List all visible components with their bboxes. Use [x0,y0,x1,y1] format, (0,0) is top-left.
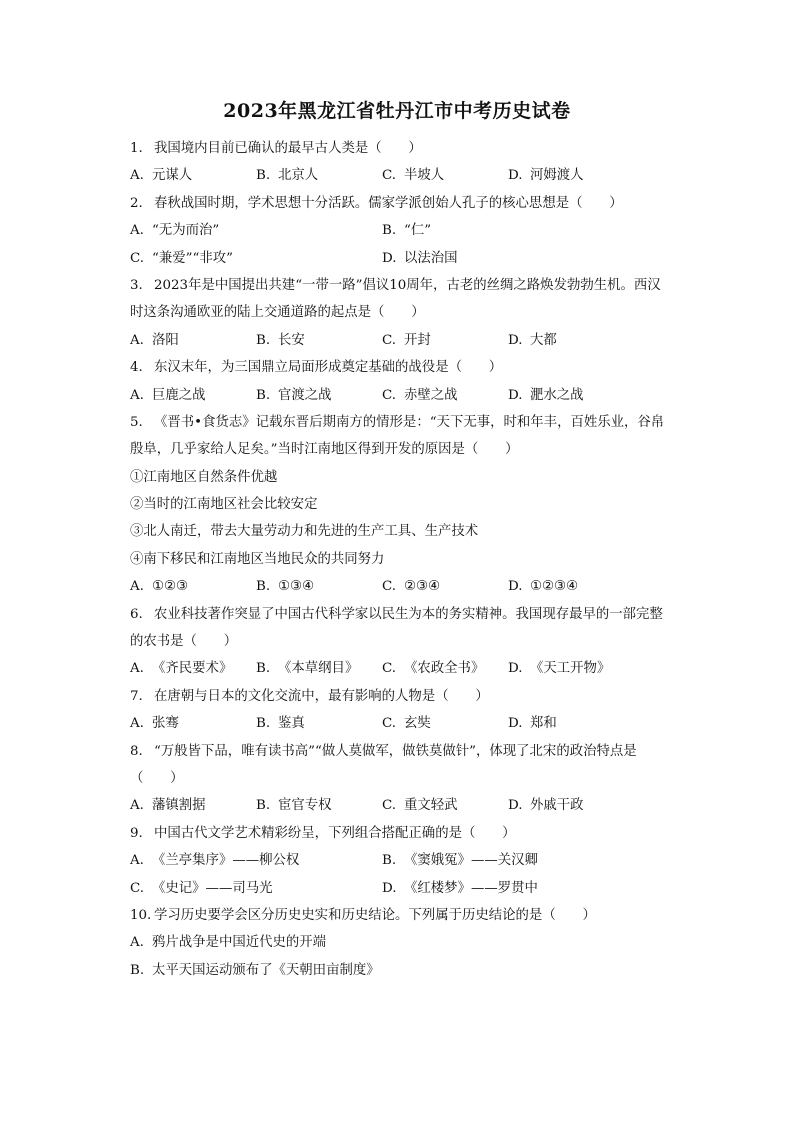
option-d [508,573,578,600]
option-label: B. [256,168,271,184]
question-number: 8. [130,743,143,759]
option-label: C. [130,250,145,266]
option-label: C. [382,579,397,595]
option-label: A. [130,168,144,184]
question-stem [130,409,690,436]
option-label: B. [256,579,271,595]
question-stem-line [130,765,690,792]
question-text: 的农书是（ ） [130,634,238,650]
option-a [130,710,179,737]
option-text: 重文轻武 [404,798,458,814]
option-label: A. [130,387,144,403]
option-a [130,929,690,956]
option-c [382,573,440,600]
option-label: B. [256,798,271,814]
question-1 [130,135,690,190]
option-label: A. [130,716,144,732]
option-text: 洛阳 [152,332,179,348]
question-text: 东汉末年，为三国鼎立局面形成奠定基础的战役是（ ） [154,360,503,376]
question-number: 10. [130,907,152,923]
option-d [508,162,584,189]
option-a [130,162,192,189]
question-number: 7. [130,688,143,704]
question-text: “万般皆下品，唯有读书高”“做人莫做军，做铁莫做针”，体现了北宋的政治特点是 [154,743,637,759]
option-a [130,327,179,354]
option-d [508,710,557,737]
option-label: B. [256,332,271,348]
option-label: D. [382,250,397,266]
option-label: C. [382,387,397,403]
question-text: ②当时的江南地区社会比较安定 [130,497,318,513]
question-text: 《晋书•食货志》记载东晋后期南方的情形是：“天下无事，时和年丰，百姓乐业，谷帛 [154,414,665,430]
option-text: 大都 [530,332,557,348]
question-text: 中国古代文学艺术精彩纷呈，下列组合搭配正确的是（ ） [154,825,516,841]
option-d [382,875,538,902]
question-text: 我国境内目前已确认的最早古人类是（ ） [154,141,422,156]
option-a [130,655,232,682]
option-text: 张骞 [152,716,179,732]
option-b [256,382,332,409]
question-stem-line [130,546,690,573]
option-b [256,710,305,737]
option-text: 以法治国 [404,250,458,266]
option-text: 鸦片战争是中国近代史的开端 [152,935,327,951]
option-text: 《窦娥冤》——关汉卿 [404,853,538,869]
option-c [382,382,458,409]
question-text: ③北人南迁，带去大量劳动力和先进的生产工具、生产技术 [130,524,479,540]
option-label: C. [382,661,397,677]
question-number: 5. [130,414,143,430]
question-text: 春秋战国时期，学术思想十分活跃。儒家学派创始人孔子的核心思想是（ ） [154,195,623,211]
option-label: D. [508,387,523,403]
question-9 [130,820,690,902]
option-text: ①②③ [152,579,189,595]
option-label: A. [130,661,144,677]
question-stem [130,190,690,217]
options-row [130,245,690,272]
question-text: 在唐朝与日本的文化交流中，最有影响的人物是（ ） [154,688,489,704]
question-7 [130,683,690,738]
option-b [256,792,332,819]
option-label: A. [130,798,144,814]
question-number: 4. [130,360,143,376]
options-row [130,847,690,874]
option-d [382,245,458,272]
option-text: 巨鹿之战 [152,387,206,403]
option-text: 外戚干政 [530,798,584,814]
option-text: 开封 [404,332,431,348]
exam-title: 2023年黑龙江省牡丹江市中考历史试卷 [223,100,571,122]
option-d [508,327,557,354]
option-c [382,327,431,354]
question-list [130,135,690,984]
option-label: C. [130,880,145,896]
option-text: 鉴真 [278,716,305,732]
option-text: 郑和 [530,716,557,732]
option-text: ①③④ [278,579,315,595]
option-text: 《天工开物》 [530,661,611,677]
question-number: 6. [130,606,143,622]
option-text: 淝水之战 [530,387,584,403]
option-d [508,655,610,682]
option-text: 赤壁之战 [404,387,458,403]
question-number: 3. [130,277,143,293]
option-c [130,875,273,902]
option-c [130,245,233,272]
option-text: 藩镇割据 [152,798,206,814]
options-row [130,162,690,189]
question-text: 学习历史要学会区分历史史实和历史结论。下列属于历史结论的是（ ） [154,907,596,923]
question-10 [130,902,690,984]
option-label: B. [256,716,271,732]
option-label: B. [256,661,271,677]
options-row [130,573,690,600]
option-a [130,217,219,244]
option-text: 《史记》——司马光 [152,880,273,896]
option-label: B. [256,387,271,403]
question-stem [130,354,690,381]
question-text: 农业科技著作突显了中国古代科学家以民生为本的务实精神。我国现存最早的一部完整 [154,606,663,622]
question-number: 2. [130,195,143,211]
question-stem-line [130,628,690,655]
option-d [508,792,584,819]
option-text: ①②③④ [530,579,579,595]
option-text: “仁” [404,223,432,239]
option-text: 河姆渡人 [530,168,584,184]
option-c [382,710,431,737]
options-row [130,382,690,409]
option-text: 《农政全书》 [404,661,485,677]
option-text: ②③④ [404,579,441,595]
question-number: 1. [130,141,143,156]
option-b [256,327,305,354]
question-stem [130,272,690,299]
option-text: “无为而治” [152,223,220,239]
question-6 [130,601,690,683]
question-stem-line [130,518,690,545]
option-text: 《齐民要术》 [152,661,233,677]
question-stem [130,902,690,929]
question-stem [130,683,690,710]
option-label: D. [508,661,523,677]
question-text: ④南下移民和江南地区当地民众的共同努力 [130,551,385,567]
option-label: C. [382,332,397,348]
options-row [130,792,690,819]
question-stem [130,601,690,628]
option-text: 元谋人 [152,168,193,184]
options-row [130,217,690,244]
option-text: 《兰亭集序》——柳公权 [152,853,300,869]
option-a [130,792,206,819]
option-label: D. [508,168,523,184]
option-label: D. [508,579,523,595]
option-text: 长安 [278,332,305,348]
question-8 [130,738,690,820]
option-text: 宦官专权 [278,798,332,814]
option-a [130,382,206,409]
option-label: A. [130,223,144,239]
option-b [382,217,431,244]
question-2 [130,190,690,272]
option-text: 玄奘 [404,716,431,732]
question-stem [130,820,690,847]
option-text: 官渡之战 [278,387,332,403]
question-stem [130,738,690,765]
option-text: 半坡人 [404,168,445,184]
option-c [382,655,484,682]
question-stem-line [130,299,690,326]
question-3 [130,272,690,354]
option-a [130,847,299,874]
option-text: “兼爱”“非攻” [152,250,233,266]
question-text: 殷阜，几乎家给人足矣。”当时江南地区得到开发的原因是（ ） [130,442,519,458]
question-text: （ ） [130,770,184,786]
question-text: ①江南地区自然条件优越 [130,469,278,485]
question-text: 时这条沟通欧亚的陆上交通道路的起点是（ ） [130,305,425,321]
option-label: D. [508,332,523,348]
question-text: 2023年是中国提出共建“一带一路”倡议10周年，古老的丝绸之路焕发勃勃生机。西汉 [154,277,661,293]
question-number: 9. [130,825,143,841]
options-row [130,655,690,682]
question-5 [130,409,690,601]
option-text: 《红楼梦》——罗贯中 [404,880,538,896]
options-row [130,710,690,737]
question-stem [130,135,690,162]
option-label: B. [130,962,145,978]
option-c [382,792,458,819]
option-label: A. [130,332,144,348]
option-label: C. [382,798,397,814]
question-stem-line [130,436,690,463]
option-label: A. [130,935,144,951]
option-b [256,655,358,682]
option-label: B. [382,853,397,869]
option-label: C. [382,716,397,732]
option-label: A. [130,853,144,869]
question-4 [130,354,690,409]
option-label: A. [130,579,144,595]
option-b [256,573,314,600]
option-text: 《本草纲目》 [278,661,359,677]
option-text: 北京人 [278,168,319,184]
option-label: D. [508,798,523,814]
options-row [130,875,690,902]
option-c [382,162,444,189]
option-a [130,573,188,600]
options-row [130,327,690,354]
option-label: B. [382,223,397,239]
option-b [382,847,538,874]
option-b [130,957,690,984]
option-label: D. [382,880,397,896]
option-label: D. [508,716,523,732]
question-stem-line [130,464,690,491]
question-stem-line [130,491,690,518]
option-text: 太平天国运动颁布了《天朝田亩制度》 [152,962,380,978]
option-label: C. [382,168,397,184]
option-b [256,162,318,189]
option-d [508,382,584,409]
